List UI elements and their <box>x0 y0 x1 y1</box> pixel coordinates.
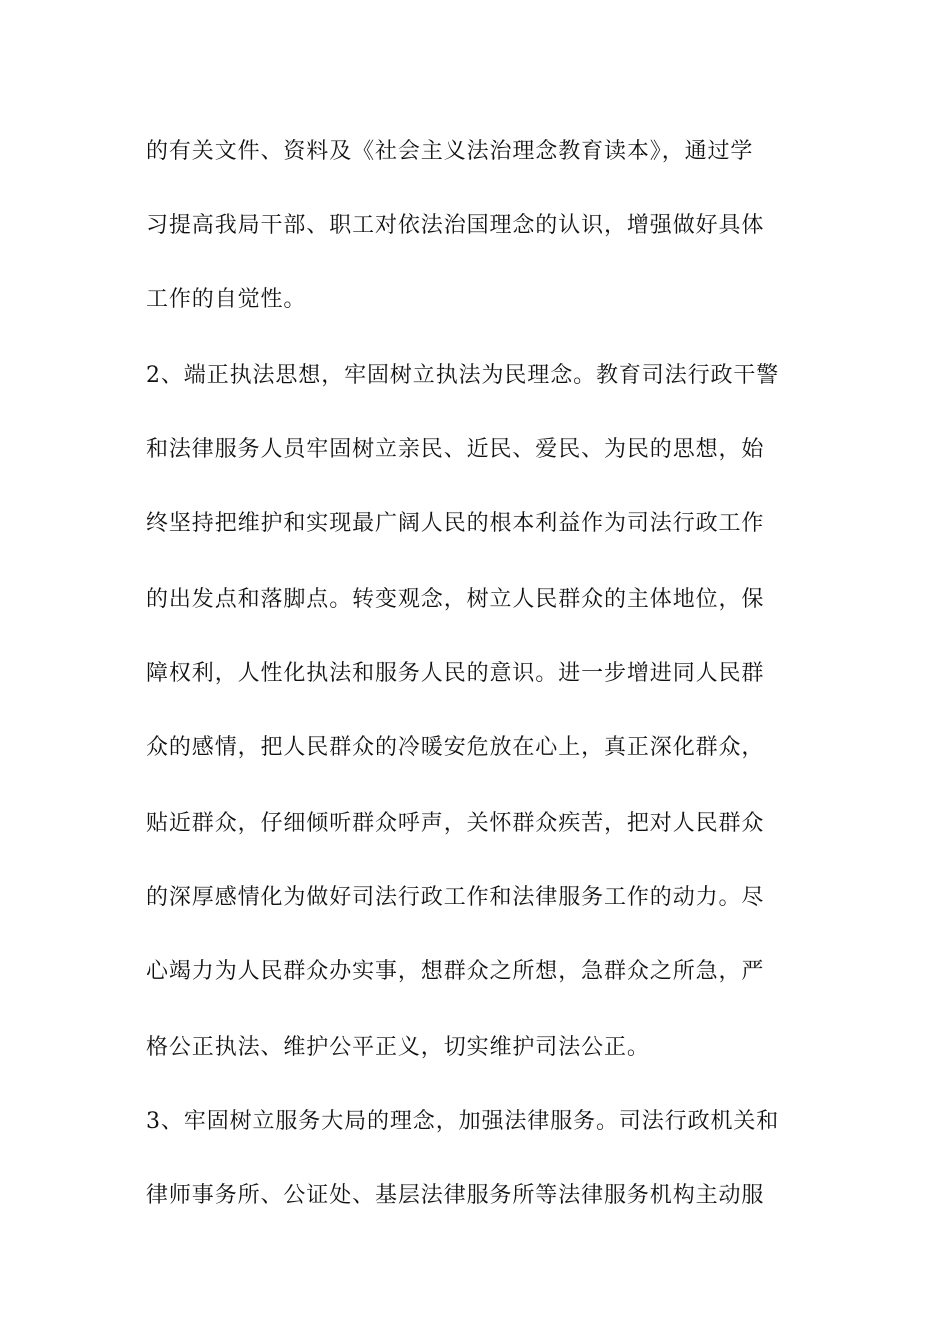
text-line: 贴近群众，仔细倾听群众呼声，关怀群众疾苦，把对人民群众 <box>146 811 765 836</box>
text-line: 的有关文件、资料及《社会主义法治理念教育读本》，通过学 <box>146 139 754 164</box>
text-line: 和法律服务人员牢固树立亲民、近民、爱民、为民的思想，始 <box>146 437 765 462</box>
text-line: 障权利，人性化执法和服务人民的意识。进一步增进同人民群 <box>146 661 765 686</box>
text-line: 习提高我局干部、职工对依法治国理念的认识，增强做好具体 <box>146 213 765 238</box>
text-line: 众的感情，把人民群众的冷暖安危放在心上，真正深化群众， <box>146 735 765 760</box>
text-line: 律师事务所、公证处、基层法律服务所等法律服务机构主动服 <box>146 1183 765 1208</box>
text-line: 心竭力为人民群众办实事，想群众之所想，急群众之所急，严 <box>146 959 765 984</box>
text-line: 终坚持把维护和实现最广阔人民的根本利益作为司法行政工作 <box>146 511 765 536</box>
text-line: 工作的自觉性。 <box>146 287 307 312</box>
text-line: 的深厚感情化为做好司法行政工作和法律服务工作的动力。尽 <box>146 885 765 910</box>
text-line: 3、牢固树立服务大局的理念，加强法律服务。司法行政机关和 <box>146 1109 780 1134</box>
text-line: 2、端正执法思想，牢固树立执法为民理念。教育司法行政干警 <box>146 363 780 388</box>
text-line: 的出发点和落脚点。转变观念，树立人民群众的主体地位，保 <box>146 587 765 612</box>
text-line: 格公正执法、维护公平正义，切实维护司法公正。 <box>146 1035 650 1060</box>
